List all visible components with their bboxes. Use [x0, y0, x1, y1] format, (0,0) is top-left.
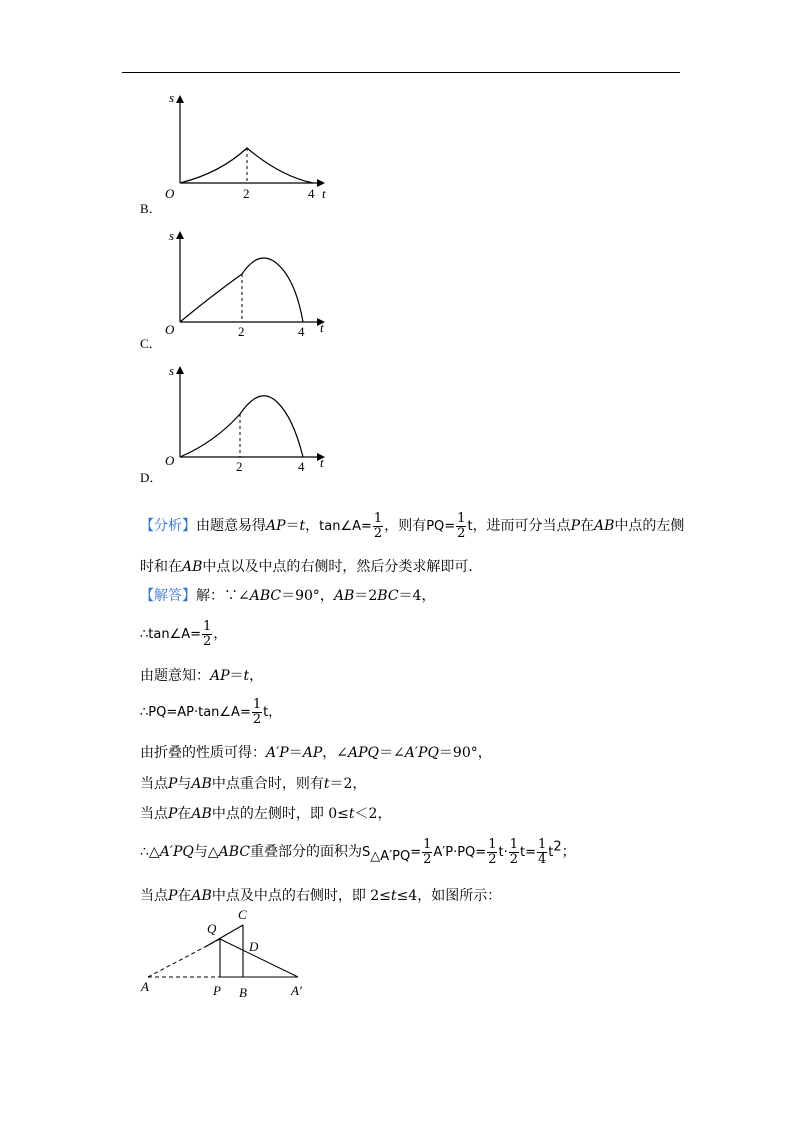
solution-line-1: 【解答】解：∵∠ABC＝90°，AB＝2BC＝4，: [140, 588, 436, 604]
origin-label: O: [165, 186, 175, 201]
tick-2: 2: [238, 324, 245, 339]
origin-label: O: [165, 453, 175, 468]
tick-4: 4: [308, 186, 315, 201]
analysis-line-2: 时和在AB中点以及中点的右侧时，然后分类求解即可．: [140, 559, 483, 575]
t-label: t: [322, 186, 326, 201]
graph-option-c: [155, 222, 335, 342]
label-b: B: [239, 985, 247, 1000]
tick-4: 4: [298, 459, 305, 474]
geometry-figure: [135, 905, 335, 1005]
graph-option-b: [155, 88, 335, 208]
label-a-prime: A′: [291, 983, 302, 998]
label-c: C: [238, 907, 247, 922]
tick-2: 2: [243, 186, 250, 201]
qa-prime: [220, 939, 298, 977]
solution-line-6: 当点P与AB中点重合时，则有t＝2，: [140, 776, 367, 792]
t-label: t: [320, 320, 324, 335]
s-label: s: [169, 228, 175, 243]
label-d: D: [249, 939, 259, 954]
tick-2: 2: [236, 459, 243, 474]
tick-4: 4: [298, 324, 305, 339]
label-p: P: [213, 983, 221, 998]
graph-option-d: [155, 357, 335, 477]
solution-line-4: ∴PQ=AP·tan∠A= $\frac{1}{2}$ t，: [140, 697, 282, 727]
option-c-label: C．: [140, 336, 162, 351]
solution-line-9: 当点P在AB中点及中点的右侧时，即 2≤t≤4，如图所示：: [140, 888, 502, 904]
s-arrow: [176, 95, 184, 103]
solution-line-2: ∴tan∠A= $\frac{1}{2}$ ，: [140, 619, 228, 649]
s-label: s: [169, 90, 175, 105]
option-b-label: B．: [140, 201, 162, 216]
origin-label: O: [165, 322, 175, 337]
t-label: t: [320, 455, 324, 470]
label-q: Q: [207, 921, 217, 936]
analysis-line-1: 【分析】由题意易得AP＝t，tan∠A= $\frac{1}{2}$ ，则有PQ= $\frac{1}{2}$ t，进而可分当点P在AB中点的左侧: [140, 511, 685, 541]
label-a: A: [141, 979, 149, 994]
curve: [180, 148, 313, 183]
solution-line-3: 由题意知：AP＝t，: [140, 668, 264, 684]
solution-line-7: 当点P在AB中点的左侧时，即 0≤t＜2，: [140, 806, 392, 822]
header-rule: [122, 72, 680, 73]
solution-line-5: 由折叠的性质可得：A′P＝AP，∠APQ＝∠A′PQ＝90°，: [140, 745, 492, 761]
s-label: s: [169, 363, 175, 378]
option-d-label: D．: [140, 470, 163, 485]
solution-line-8: ∴△A′PQ与△ABC重叠部分的面积为$S_{\triangle A'PQ}=$ $\frac{1}{2}$ A′P·PQ= $\frac{1}{2}$ t· $\frac{1}{2}$ t= $\frac{1}{4}$ $t^2$；: [140, 837, 576, 867]
